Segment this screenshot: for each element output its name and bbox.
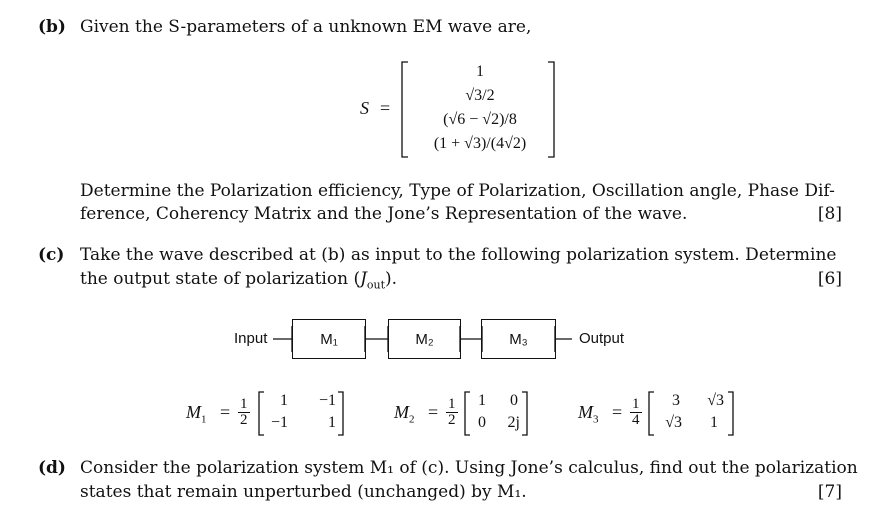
m3-name — [578, 402, 599, 426]
j-out-sub: out — [366, 278, 386, 292]
m2-sub: 2 — [409, 413, 415, 426]
m3-num: 1 — [632, 396, 640, 412]
m3-cell-12: √3 — [707, 392, 724, 409]
m2-cell-12: 0 — [510, 392, 518, 409]
part-c-line2-suffix: ). — [385, 269, 398, 289]
part-d-line1: Consider the polarization system M₁ of (c). Using Jone’s calculus, find out the polarization — [80, 458, 858, 478]
s-symbol: S — [360, 98, 369, 118]
part-d-line2: states that remain unperturbed (unchanged) by M₁. — [80, 482, 527, 502]
m2-name — [394, 402, 415, 426]
m3-letter: M — [578, 402, 593, 422]
part-b-label: (b) — [38, 17, 66, 37]
block-m3 — [481, 319, 556, 359]
m1-cell-11: 1 — [280, 392, 288, 409]
m2-equals: = — [428, 402, 439, 422]
m3-cell-11: 3 — [672, 392, 680, 409]
part-b-question-line2: ference, Coherency Matrix and the Jone’s Representation of the wave. — [80, 204, 688, 224]
part-d-marks: [7] — [817, 482, 842, 502]
part-c-line2-prefix: the output state of polarization ( — [80, 269, 361, 289]
part-b-question-line1: Determine the Polarization efficiency, Type of Polarization, Oscillation angle, Phase Dif- — [80, 181, 835, 201]
m1-cell-22: 1 — [328, 414, 336, 431]
m2-cell-22: 2j — [507, 414, 520, 431]
s-vector-entry-4: (1 + √3)/(4√2) — [433, 135, 527, 152]
block-m2-label: M₂ — [415, 330, 434, 348]
s-vector-entry-1: 1 — [476, 63, 484, 80]
s-vector-entry-3: (√6 − √2)/8 — [443, 111, 517, 128]
m3-fraction — [630, 397, 642, 428]
j-out-var: J — [360, 269, 367, 289]
block-m2 — [388, 319, 461, 359]
m1-name — [186, 402, 207, 426]
m2-fraction — [446, 397, 458, 428]
m2-cell-21: 0 — [478, 414, 486, 431]
m3-equals: = — [612, 402, 623, 422]
m3-den: 4 — [632, 412, 640, 428]
m1-cell-12: −1 — [318, 392, 336, 409]
block-m1-label: M₁ — [320, 330, 338, 348]
part-d-label: (d) — [38, 458, 66, 478]
m1-letter: M — [186, 402, 201, 422]
block-m1 — [292, 319, 366, 359]
s-equals: = — [380, 98, 391, 118]
part-c-line1: Take the wave described at (b) as input to the following polarization system. Determine — [80, 245, 837, 265]
block-m3-label: M₃ — [509, 330, 528, 348]
m2-cell-11: 1 — [478, 392, 486, 409]
s-vector — [408, 60, 552, 156]
m1-fraction — [238, 397, 250, 428]
s-vector-entry-2: √3/2 — [465, 87, 495, 104]
part-c-marks: [6] — [817, 269, 842, 289]
m3-cell-22: 1 — [710, 414, 718, 431]
diagram-input-label: Input — [234, 330, 268, 347]
part-c-line2 — [80, 268, 397, 296]
m3-cell-21: √3 — [665, 414, 682, 431]
m1-sub: 1 — [201, 413, 207, 426]
m1-den: 2 — [240, 412, 248, 428]
part-b-marks: [8] — [817, 204, 842, 224]
m2-letter: M — [394, 402, 409, 422]
diagram-output-label: Output — [579, 330, 625, 347]
m2-den: 2 — [448, 412, 456, 428]
m2-num: 1 — [448, 396, 456, 412]
part-b-intro: Given the S-parameters of a unknown EM wave are, — [80, 17, 532, 37]
m3-sub: 3 — [593, 413, 599, 426]
m1-cell-21: −1 — [270, 414, 288, 431]
part-c-label: (c) — [38, 245, 65, 265]
m1-equals: = — [220, 402, 231, 422]
m1-num: 1 — [240, 396, 248, 412]
